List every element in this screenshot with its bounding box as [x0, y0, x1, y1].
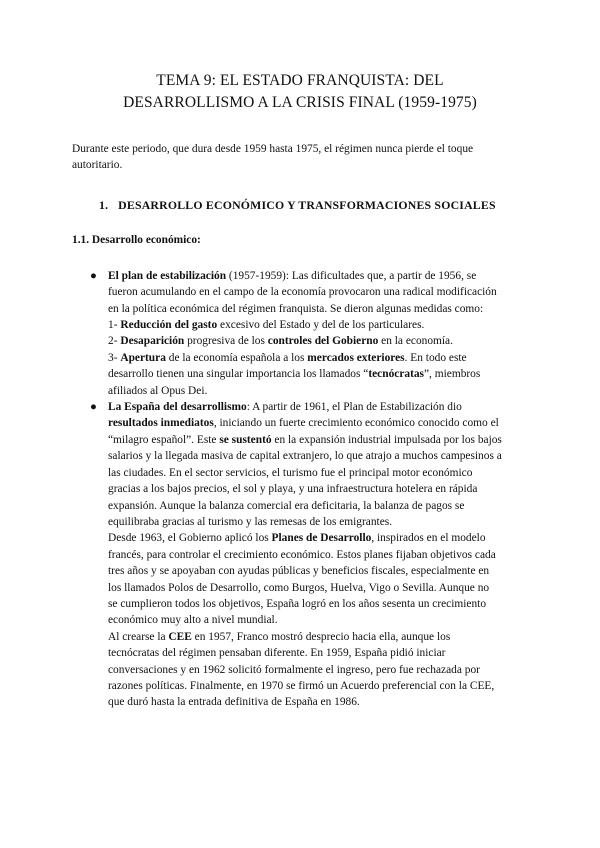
- text-line: tecnócratas del régimen pensaban diferente. En 1959, España pidió iniciar: [108, 647, 446, 660]
- text-span: Desde 1963, el Gobierno aplicó los: [108, 532, 272, 545]
- text-line: equilibraba gracias al turismo y las remesas de los emigrantes.: [108, 515, 393, 528]
- text-line: [108, 268, 528, 284]
- text-span: en 1957, Franco mostró desprecio hacia ella, aunque los: [191, 630, 451, 643]
- text-line: francés, para controlar el crecimiento económico. Estos planes fijaban objetivos cada: [108, 548, 496, 561]
- section-title: DESARROLLO ECONÓMICO Y TRANSFORMACIONES SOCIALES: [118, 197, 496, 212]
- intro-paragraph: Durante este periodo, que dura desde 1959 hasta 1975, el régimen nunca pierde el toque autoritario.: [72, 143, 474, 172]
- title-line-2: DESARROLLISMO A LA CRISIS FINAL (1959-1975): [123, 94, 477, 111]
- text-span: 3-: [108, 351, 121, 364]
- text-line: en la política económica del régimen franquista. Se dieron algunas medidas como:: [108, 302, 484, 315]
- text-line: las ciudades. En el sector servicios, el turismo fue el principal motor económico: [108, 466, 473, 479]
- bold-term: CEE: [168, 630, 192, 643]
- text-line: los llamados Polos de Desarrollo, como Burgos, Huelva, Vigo o Sevilla. Aunque no: [108, 581, 490, 594]
- text-span: . En todo este: [404, 351, 467, 364]
- text-line: afiliados al Opus Dei.: [108, 384, 208, 397]
- text-span: 1-: [108, 319, 121, 332]
- bold-term: El plan de estabilización: [108, 269, 227, 282]
- text-line: razones políticas. Finalmente, en 1970 se firmó un Acuerdo preferencial con la CEE,: [108, 679, 495, 692]
- list-item-espana-desarrollismo: [72, 399, 528, 711]
- section-number: 1.: [99, 197, 109, 212]
- text-line: se cumplieron todos los objetivos, España logró en los años sesenta un crecimiento: [108, 597, 487, 610]
- text-line: [108, 629, 528, 645]
- text-line: fueron acumulando en el campo de la economía provocaron una radical modificación: [108, 286, 497, 299]
- text-line: gracias a los bajos precios, el sol y playa, y una infraestructura hotelera en rápida: [108, 483, 478, 496]
- text-span: en la economía.: [378, 335, 453, 348]
- text-line: económico muy alto a nivel mundial.: [108, 614, 278, 627]
- page-title: [72, 70, 528, 114]
- text-line: [108, 399, 528, 415]
- text-span: “milagro español”. Este: [108, 433, 220, 446]
- text-span: desarrollo tienen una singular importancia los llamados “: [108, 368, 369, 381]
- text-span: , iniciando un fuerte crecimiento económico conocido como el: [213, 417, 499, 430]
- subsection-heading: 1.1. Desarrollo económico:: [72, 233, 201, 246]
- text-line: [108, 333, 528, 349]
- text-line: expansión. Aunque la balanza comercial era deficitaria, la balanza de pagos se: [108, 499, 465, 512]
- bullet-dot: ●: [90, 269, 97, 282]
- bullet-dot: ●: [90, 401, 97, 414]
- text-span: ”, miembros: [424, 368, 481, 381]
- bold-term: mercados exteriores: [307, 351, 405, 364]
- bold-term: resultados inmediatos: [108, 417, 214, 430]
- text-span: excesivo del Estado y del de los particulares.: [217, 319, 425, 332]
- text-span: 2-: [108, 335, 121, 348]
- text-line: [108, 350, 528, 366]
- text-line: salarios y la llegada masiva de capital extranjero, lo que atrajo a muchos campesinos a: [108, 450, 502, 463]
- bold-term: tecnócratas: [368, 368, 424, 381]
- bullet-list: [72, 268, 528, 711]
- title-line-1: TEMA 9: EL ESTADO FRANQUISTA: DEL: [156, 72, 444, 89]
- text-span: progresiva de los: [184, 335, 268, 348]
- text-line: tres años y se apoyaban con ayudas públicas y beneficios fiscales, especialmente en: [108, 565, 490, 578]
- text-span: en la expansión industrial impulsada por los bajos: [271, 433, 502, 446]
- text-line: [108, 415, 528, 431]
- bold-term: se sustentó: [219, 433, 272, 446]
- text-line: [108, 366, 528, 382]
- text-line: [108, 432, 528, 448]
- list-item-plan-estabilizacion: [72, 268, 528, 399]
- text-line: conversaciones y en 1962 solicitó formalmente el ingreso, pero fue rechazada por: [108, 663, 480, 676]
- bold-term: Apertura: [120, 351, 166, 364]
- bold-term: Planes de Desarrollo: [271, 532, 372, 545]
- text-span: Al crearse la: [108, 630, 169, 643]
- text-span: de la economía española a los: [165, 351, 308, 364]
- text-span: , inspirados en el modelo: [371, 532, 486, 545]
- text-span: (1957-1959): Las dificultades que, a partir de 1956, se: [226, 269, 477, 282]
- bold-term: controles del Gobierno: [267, 335, 379, 348]
- bold-term: La España del desarrollismo: [108, 401, 247, 414]
- text-line: que duró hasta la entrada definitiva de España en 1986.: [108, 696, 360, 709]
- section-heading: [99, 198, 528, 213]
- bold-term: Reducción del gasto: [120, 319, 218, 332]
- text-line: [108, 530, 528, 546]
- bold-term: Desaparición: [120, 335, 185, 348]
- text-line: [108, 317, 528, 333]
- text-span: : A partir de 1961, el Plan de Estabilización dio: [246, 401, 462, 414]
